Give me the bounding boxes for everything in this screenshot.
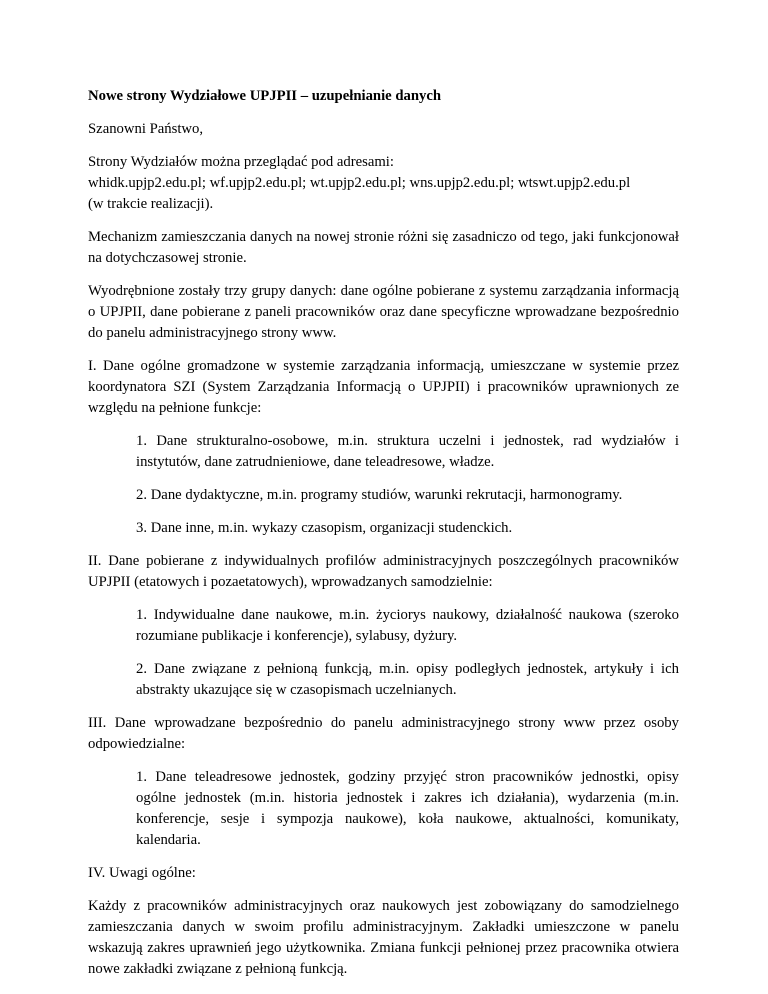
addresses-line: whidk.upjp2.edu.pl; wf.upjp2.edu.pl; wt.upjp2.edu.pl; wns.upjp2.edu.pl; wtswt.upjp2.edu.pl — [88, 175, 631, 191]
section-1-heading: I. Dane ogólne gromadzone w systemie zarządzania informacją, umieszczane w systemie przez koordynatora SZI (System Zarządzania Informacją o UPJPII) i pracowników uprawnionych ze względu na pełnione funkcje: — [88, 358, 679, 416]
section-3-heading: III. Dane wprowadzane bezpośrednio do panelu administracyjnego strony www przez osoby odpowiedzialne: — [88, 715, 679, 752]
section-1-item: 2. Dane dydaktyczne, m.in. programy studiów, warunki rekrutacji, harmonogramy. — [136, 487, 623, 503]
section-1-item: 3. Dane inne, m.in. wykazy czasopism, organizacji studenckich. — [136, 520, 513, 536]
section-2-heading: II. Dane pobierane z indywidualnych profilów administracyjnych poszczególnych pracowników UPJPII (etatowych i pozaetatowych), wprowadzanych samodzielnie: — [88, 553, 679, 590]
document-title: Nowe strony Wydziałowe UPJPII – uzupełnianie danych — [88, 88, 442, 104]
addresses-paragraph — [88, 152, 679, 215]
document-page — [88, 86, 679, 992]
section-2-item: 1. Indywidualne dane naukowe, m.in. życiorys naukowy, działalność naukowa (szeroko rozumiane publikacje i konferencje), sylabusy, dyżury. — [136, 607, 679, 644]
mechanism-paragraph: Mechanizm zamieszczania danych na nowej stronie różni się zasadniczo od tego, jaki funkcjonował na dotychczasowej stronie. — [88, 229, 679, 266]
section-3-item: 1. Dane teleadresowe jednostek, godziny przyjęć stron pracowników jednostki, opisy ogólne jednostek (m.in. historia jednostek i zakres ich działania), wydarzenia (m.in. konferencje, sesje i sympozja naukowe), koła naukowe, aktualności, komunikaty, kalendaria. — [136, 769, 679, 848]
section-4-body: Każdy z pracowników administracyjnych oraz naukowych jest zobowiązany do samodzielnego zamieszczania danych w swoim profilu administracyjnym. Zakładki umieszczone w panelu wskazują zakres uprawnień jego użytkownika. Zmiana funkcji pełnionej przez pracownika otwiera nowe zakładki związane z pełnioną funkcją. — [88, 898, 679, 977]
groups-paragraph: Wyodrębnione zostały trzy grupy danych: dane ogólne pobierane z systemu zarządzania informacją o UPJPII, dane pobierane z paneli pracowników oraz dane specyficzne wprowadzane bezpośrednio do panelu administracyjnego strony www. — [88, 283, 679, 341]
section-4-heading: IV. Uwagi ogólne: — [88, 865, 196, 881]
section-1-item: 1. Dane strukturalno-osobowe, m.in. struktura uczelni i jednostek, rad wydziałów i instytutów, dane zatrudnieniowe, dane teleadresowe, władze. — [136, 433, 679, 470]
addresses-intro: Strony Wydziałów można przeglądać pod adresami: — [88, 154, 394, 170]
section-2-item: 2. Dane związane z pełnioną funkcją, m.in. opisy podległych jednostek, artykuły i ich abstrakty ukazujące się w czasopismach uczelnianych. — [136, 661, 679, 698]
addresses-note: (w trakcie realizacji). — [88, 196, 214, 212]
greeting: Szanowni Państwo, — [88, 121, 204, 137]
